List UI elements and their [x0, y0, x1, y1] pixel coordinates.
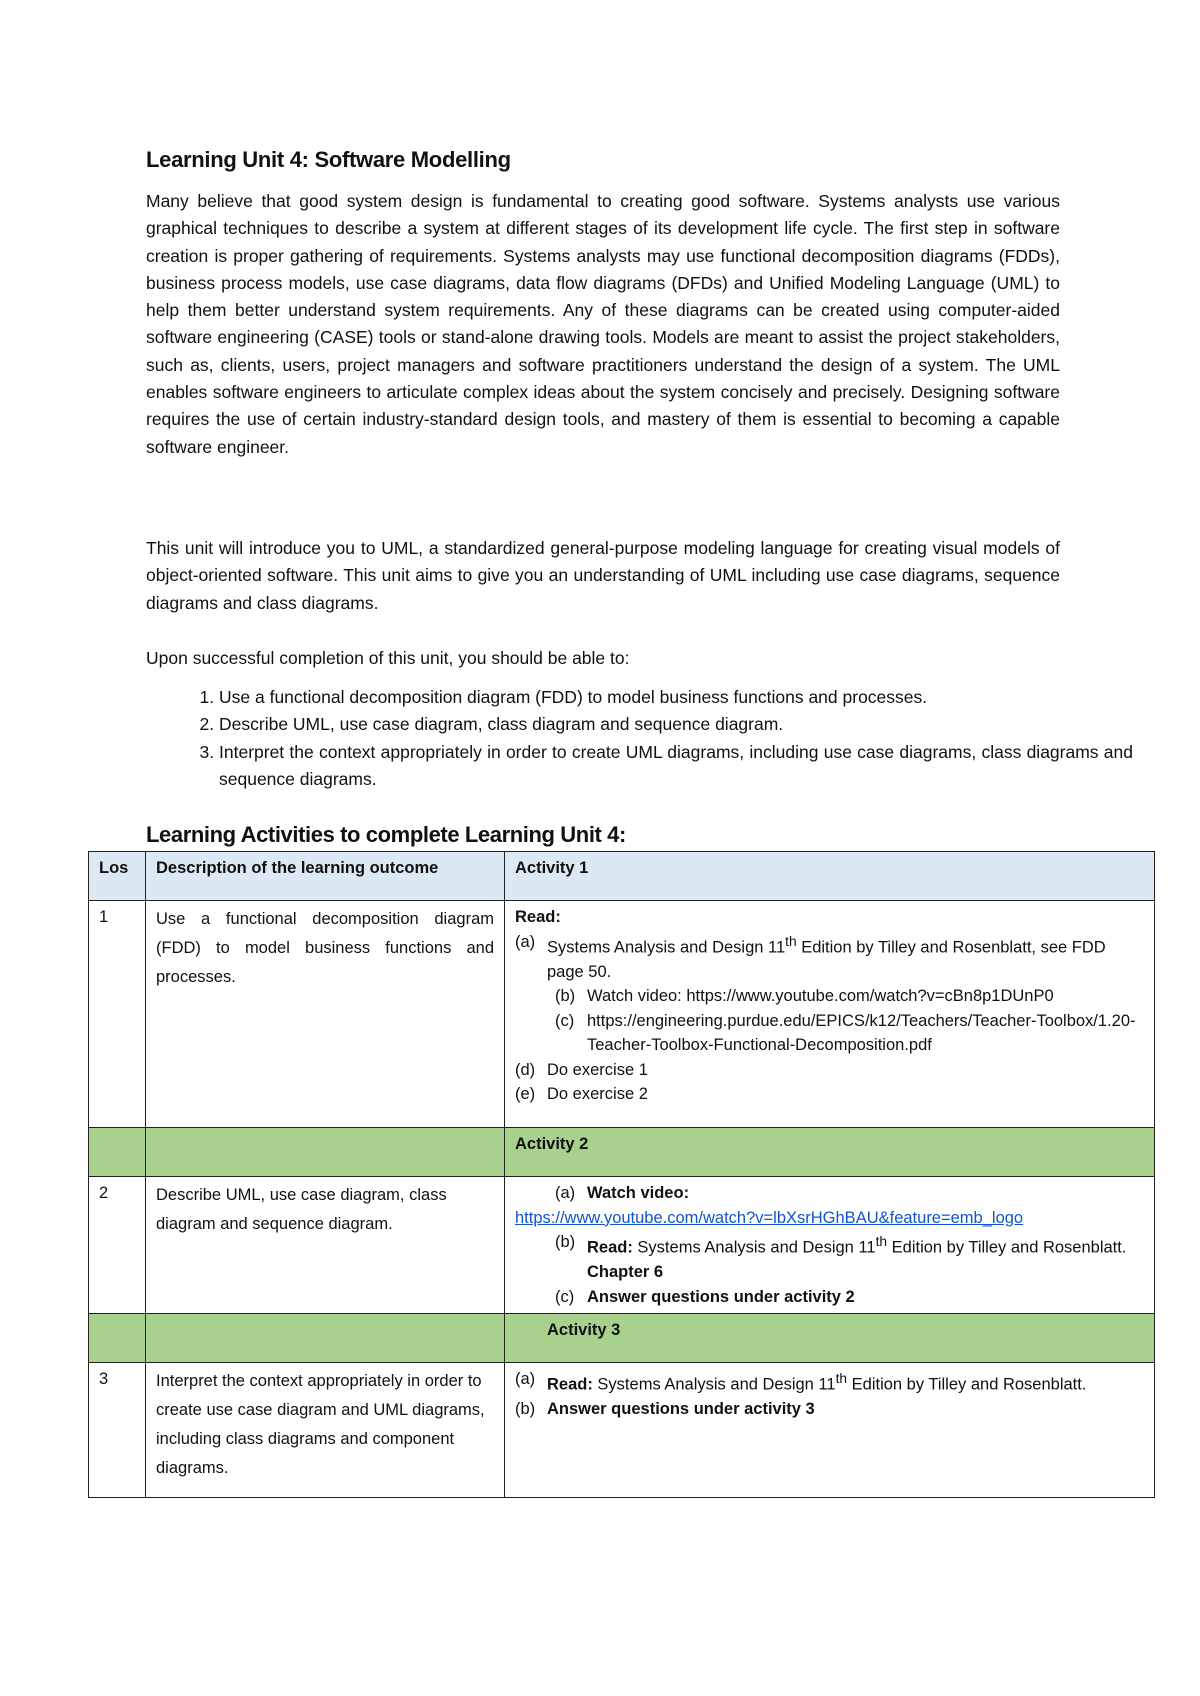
- lo-description: Interpret the context appropriately in order to create use case diagram and UML diagrams, including class diagrams and component diagrams.: [146, 1363, 505, 1498]
- activity-3-row: [89, 1314, 1155, 1363]
- list-item: (c) https://engineering.purdue.edu/EPICS/k12/Teachers/Teacher-Toolbox/1.20-Teacher-Toolbox-Functional-Decomposition.pdf: [555, 1011, 1136, 1054]
- outcomes-list: [146, 684, 1133, 793]
- outcome-item: 3. Interpret the context appropriately in order to create UML diagrams, including use case diagrams, class diagrams and sequence diagrams.: [219, 739, 1133, 794]
- list-item: (a) Systems Analysis and Design 11th Edition by Tilley and Rosenblatt, see FDD page 50.: [515, 932, 1106, 981]
- list-item: (b) Read: Systems Analysis and Design 11th Edition by Tilley and Rosenblatt. Chapter 6: [555, 1233, 1127, 1281]
- activity-2-row: [89, 1128, 1155, 1177]
- table-row: [89, 1177, 1155, 1314]
- outcomes-lead: Upon successful completion of this unit, you should be able to:: [146, 648, 630, 668]
- list-item: (c) Answer questions under activity 2: [555, 1287, 855, 1306]
- activities-table: [88, 851, 1155, 1498]
- video-link[interactable]: https://www.youtube.com/watch?v=lbXsrHGhBAU&feature=emb_logo: [515, 1208, 1024, 1227]
- activities-heading: Learning Activities to complete Learning Unit 4:: [146, 822, 626, 847]
- lo-number: 2: [89, 1177, 146, 1314]
- outcome-item: 1. Use a functional decomposition diagram (FDD) to model business functions and processes.: [219, 684, 1133, 711]
- outcome-item: 2. Describe UML, use case diagram, class diagram and sequence diagram.: [219, 711, 1133, 738]
- list-item: (a) Read: Systems Analysis and Design 11th Edition by Tilley and Rosenblatt.: [515, 1370, 1087, 1394]
- table-row: [89, 1363, 1155, 1498]
- read-label: Read:: [515, 908, 561, 926]
- list-item: (b) Answer questions under activity 3: [515, 1400, 815, 1418]
- lo-description: Use a functional decomposition diagram (FDD) to model business functions and processes.: [146, 901, 505, 1128]
- list-item: (a) Watch video:: [555, 1184, 690, 1202]
- list-item: (b) Watch video: https://www.youtube.com/watch?v=cBn8p1DUnP0: [555, 987, 1054, 1005]
- activity-cell: [505, 1177, 1155, 1314]
- unit-intro-paragraph: This unit will introduce you to UML, a standardized general-purpose modeling language for creating visual models of object-oriented software. This unit aims to give you an understanding of UML including use case diagrams, sequence diagrams and class diagrams.: [146, 538, 1060, 613]
- intro-paragraph: Many believe that good system design is fundamental to creating good software. Systems analysts use various graphical techniques to describe a system at different stages of its development life cycle. The first step in software creation is proper gathering of requirements. Systems analysts may use functional decomposition diagrams (FDDs), business process models, use case diagrams, data flow diagrams (DFDs) and Unified Modeling Language (UML) to help them better understand system requirements. Any of these diagrams can be created using computer-aided software engineering (CASE) tools or stand-alone drawing tools. Models are meant to assist the project stakeholders, such as, clients, users, project managers and software practitioners understand the design of a system. The UML enables software engineers to articulate complex ideas about the system concisely and precisely. Designing software requires the use of certain industry-standard design tools, and mastery of them is essential to becoming a capable software engineer.: [146, 191, 1060, 457]
- header-description: Description of the learning outcome: [146, 852, 505, 901]
- activity-3-label: Activity 3: [505, 1314, 1155, 1363]
- lo-number: 3: [89, 1363, 146, 1498]
- activity-2-label: Activity 2: [505, 1128, 1155, 1177]
- page-title: Learning Unit 4: Software Modelling: [146, 147, 511, 172]
- table-header-row: [89, 852, 1155, 901]
- list-item: (e) Do exercise 2: [515, 1085, 648, 1103]
- header-los: Los: [89, 852, 146, 901]
- activity-cell: [505, 1363, 1155, 1498]
- lo-number: 1: [89, 901, 146, 1128]
- activity-cell: [505, 901, 1155, 1128]
- list-item: (d) Do exercise 1: [515, 1060, 648, 1079]
- header-activity-1: Activity 1: [505, 852, 1155, 901]
- lo-description: Describe UML, use case diagram, class diagram and sequence diagram.: [146, 1177, 505, 1314]
- table-row: [89, 901, 1155, 1128]
